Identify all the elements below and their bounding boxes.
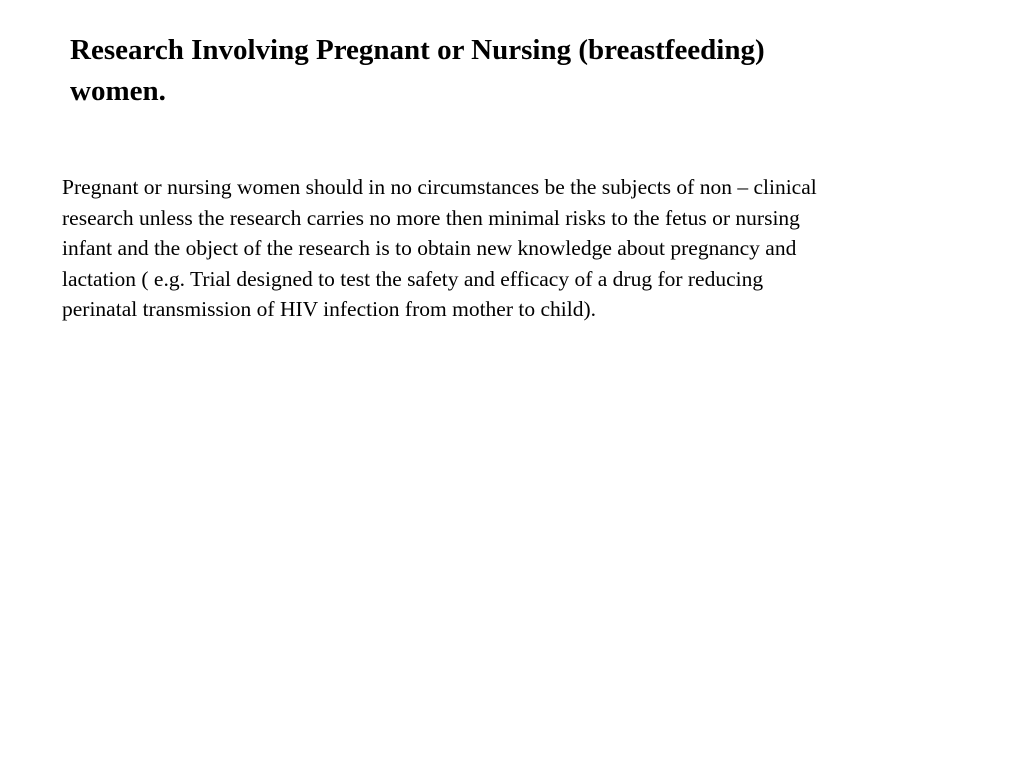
body-line: lactation ( e.g. Trial designed to test the safety and efficacy of a drug for reducing [62,266,764,291]
title-line: Research Involving Pregnant or Nursing (breastfeeding) [70,34,765,66]
body-line: research unless the research carries no more then minimal risks to the fetus or nursing [62,205,800,230]
body-line: infant and the object of the research is to obtain new knowledge about pregnancy and [62,236,797,260]
body-line: perinatal transmission of HIV infection from mother to child). [62,297,596,321]
slide-body-text [62,172,982,325]
body-line: Pregnant or nursing women should in no circumstances be the subjects of non – clinical [62,175,817,199]
slide-title [70,30,950,112]
title-line: women. [70,75,166,107]
